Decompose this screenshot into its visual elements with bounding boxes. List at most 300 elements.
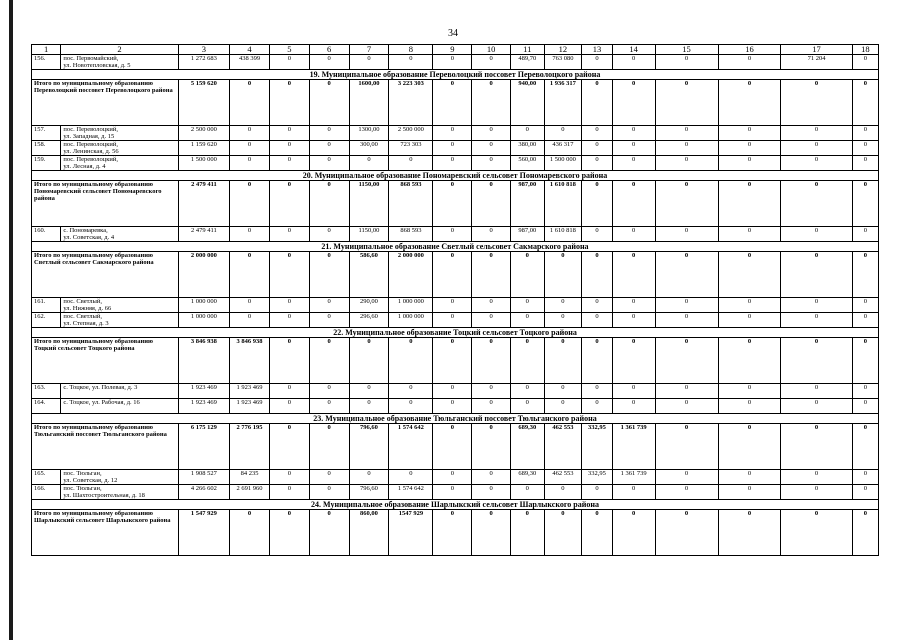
row-value: 0 [389, 399, 433, 414]
page-number: 34 [448, 28, 458, 39]
row-value: 0 [718, 227, 781, 242]
total-value: 0 [510, 338, 544, 384]
row-value: 0 [781, 399, 852, 414]
row-value: 1300,00 [349, 126, 389, 141]
row-value: 0 [612, 384, 655, 399]
total-row [32, 181, 879, 227]
row-value: 0 [544, 126, 582, 141]
row-value: 0 [582, 298, 612, 313]
total-label: Итого по муниципальному образованию Светлый сельсовет Сакмарского района [32, 252, 179, 298]
row-value: 1 000 000 [178, 313, 229, 328]
total-value: 0 [433, 252, 472, 298]
row-number: 165. [32, 470, 61, 485]
section-title: 24. Муниципальное образование Шарлыкский сельсовет Шарлыкского района [32, 500, 879, 510]
total-value: 0 [612, 510, 655, 556]
row-value: 380,00 [510, 141, 544, 156]
table-row [32, 313, 879, 328]
row-value: 0 [582, 384, 612, 399]
column-number-cell: 17 [781, 45, 852, 55]
total-value: 1150,00 [349, 181, 389, 227]
total-value: 2 000 000 [178, 252, 229, 298]
column-number-cell: 16 [718, 45, 781, 55]
total-value: 0 [269, 510, 309, 556]
row-value: 0 [510, 384, 544, 399]
total-value: 689,30 [510, 424, 544, 470]
address-line: ул. Советская, д. 4 [63, 234, 115, 241]
column-number-cell: 5 [269, 45, 309, 55]
row-value: 0 [389, 156, 433, 171]
row-value: 0 [433, 384, 472, 399]
row-value: 0 [612, 298, 655, 313]
total-row [32, 510, 879, 556]
row-value: 0 [433, 141, 472, 156]
total-value: 5 159 620 [178, 80, 229, 126]
table-row [32, 55, 879, 70]
row-value: 0 [230, 227, 270, 242]
column-number-cell: 4 [230, 45, 270, 55]
row-value: 0 [718, 399, 781, 414]
row-value: 0 [582, 141, 612, 156]
total-value: 0 [612, 338, 655, 384]
column-number-cell: 10 [472, 45, 511, 55]
row-value: 0 [781, 470, 852, 485]
section-header-row [32, 414, 879, 424]
row-value: 0 [309, 156, 349, 171]
row-value: 0 [349, 399, 389, 414]
row-value: 1150,00 [349, 227, 389, 242]
total-label: Итого по муниципальному образованию Тюльганский поссовет Тюльганского района [32, 424, 179, 470]
section-title: 21. Муниципальное образование Светлый сельсовет Сакмарского района [32, 242, 879, 252]
total-value: 0 [309, 252, 349, 298]
column-number-cell: 15 [655, 45, 718, 55]
total-value: 987,00 [510, 181, 544, 227]
section-title: 19. Муниципальное образование Переволоцкий поссовет Переволоцкого района [32, 70, 879, 80]
row-value: 1 610 818 [544, 227, 582, 242]
column-number-cell: 2 [61, 45, 178, 55]
total-value: 0 [472, 252, 511, 298]
row-value: 0 [433, 298, 472, 313]
address-line: пос. Переволоцкий, [63, 156, 118, 163]
total-value: 0 [781, 338, 852, 384]
row-value: 0 [612, 227, 655, 242]
column-number-cell: 13 [582, 45, 612, 55]
total-value: 0 [472, 338, 511, 384]
column-number-cell: 14 [612, 45, 655, 55]
row-value: 1 923 469 [178, 399, 229, 414]
row-value: 0 [612, 485, 655, 500]
address-line: ул. Новотепловская, д. 5 [63, 62, 131, 69]
total-value: 0 [582, 181, 612, 227]
row-value: 0 [309, 126, 349, 141]
address-cell [61, 141, 178, 156]
table-body [32, 45, 879, 556]
row-value: 0 [230, 313, 270, 328]
row-value: 0 [309, 384, 349, 399]
total-value: 0 [472, 181, 511, 227]
total-value: 6 175 129 [178, 424, 229, 470]
row-value: 0 [612, 55, 655, 70]
total-value: 1 574 642 [389, 424, 433, 470]
total-row [32, 252, 879, 298]
row-value: 1 574 642 [389, 485, 433, 500]
total-value: 1 936 317 [544, 80, 582, 126]
row-value: 0 [655, 470, 718, 485]
total-row [32, 424, 879, 470]
column-number-cell: 11 [510, 45, 544, 55]
row-value: 0 [433, 470, 472, 485]
row-value: 0 [852, 298, 878, 313]
row-value: 689,30 [510, 470, 544, 485]
row-value: 0 [718, 141, 781, 156]
table-row [32, 384, 879, 399]
row-number: 156. [32, 55, 61, 70]
total-value: 0 [269, 181, 309, 227]
row-value: 0 [510, 485, 544, 500]
row-value: 0 [582, 399, 612, 414]
row-value: 0 [269, 126, 309, 141]
total-value: 0 [718, 80, 781, 126]
row-value: 0 [781, 156, 852, 171]
row-value: 723 303 [389, 141, 433, 156]
row-value: 0 [472, 55, 511, 70]
row-value: 0 [309, 141, 349, 156]
row-value: 1 923 469 [178, 384, 229, 399]
total-value: 0 [655, 181, 718, 227]
total-value: 796,60 [349, 424, 389, 470]
total-value: 0 [781, 424, 852, 470]
total-value: 3 846 938 [178, 338, 229, 384]
row-value: 2 691 960 [230, 485, 270, 500]
row-value: 0 [472, 298, 511, 313]
row-value: 0 [309, 227, 349, 242]
table-row [32, 126, 879, 141]
total-value: 0 [718, 510, 781, 556]
total-value: 0 [309, 338, 349, 384]
row-value: 0 [612, 156, 655, 171]
total-value: 0 [389, 338, 433, 384]
total-value: 0 [852, 338, 878, 384]
total-value: 3 223 303 [389, 80, 433, 126]
row-value: 0 [269, 55, 309, 70]
section-header-row [32, 500, 879, 510]
row-value: 0 [230, 156, 270, 171]
total-value: 0 [544, 252, 582, 298]
row-value: 0 [852, 313, 878, 328]
row-value: 0 [655, 298, 718, 313]
table-row [32, 470, 879, 485]
address-line: с. Тоцкое, ул. Полевая, д. 3 [63, 384, 138, 391]
row-value: 0 [655, 126, 718, 141]
address-line: ул. Ленинская, д. 56 [63, 148, 119, 155]
total-value: 2 776 195 [230, 424, 270, 470]
total-row [32, 80, 879, 126]
total-value: 0 [582, 338, 612, 384]
total-value: 0 [852, 181, 878, 227]
total-value: 0 [544, 510, 582, 556]
section-header-row [32, 70, 879, 80]
row-value: 0 [269, 298, 309, 313]
row-value: 0 [309, 313, 349, 328]
section-header-row [32, 171, 879, 181]
row-value: 0 [655, 55, 718, 70]
total-value: 0 [655, 510, 718, 556]
row-value: 868 593 [389, 227, 433, 242]
row-value: 0 [269, 156, 309, 171]
row-value: 0 [309, 399, 349, 414]
address-line: ул. Нижняя, д. 66 [63, 305, 112, 312]
total-value: 0 [510, 510, 544, 556]
row-value: 796,60 [349, 485, 389, 500]
row-value: 0 [718, 470, 781, 485]
row-value: 0 [269, 141, 309, 156]
address-cell [61, 126, 178, 141]
row-value: 0 [655, 384, 718, 399]
row-value: 1 500 000 [544, 156, 582, 171]
row-value: 0 [269, 485, 309, 500]
total-value: 0 [781, 181, 852, 227]
row-value: 0 [781, 141, 852, 156]
row-value: 0 [582, 313, 612, 328]
address-cell [61, 399, 178, 414]
row-value: 0 [433, 313, 472, 328]
row-value: 0 [269, 470, 309, 485]
row-value: 0 [472, 485, 511, 500]
total-value: 0 [309, 510, 349, 556]
row-value: 71 204 [781, 55, 852, 70]
total-value: 0 [582, 252, 612, 298]
column-number-cell: 8 [389, 45, 433, 55]
total-value: 3 846 938 [230, 338, 270, 384]
row-value: 0 [852, 156, 878, 171]
address-line: ул. Степная, д. 3 [63, 320, 109, 327]
address-cell [61, 485, 178, 500]
row-value: 0 [655, 156, 718, 171]
total-value: 0 [544, 338, 582, 384]
total-value: 860,00 [349, 510, 389, 556]
total-value: 0 [655, 338, 718, 384]
row-value: 0 [582, 126, 612, 141]
total-value: 0 [612, 181, 655, 227]
row-value: 0 [655, 399, 718, 414]
row-value: 0 [718, 298, 781, 313]
row-value: 0 [544, 399, 582, 414]
row-value: 0 [718, 485, 781, 500]
row-value: 0 [582, 156, 612, 171]
section-header-row [32, 328, 879, 338]
total-value: 0 [472, 424, 511, 470]
table-row [32, 399, 879, 414]
row-value: 2 500 000 [389, 126, 433, 141]
total-value: 940,00 [510, 80, 544, 126]
total-value: 0 [433, 424, 472, 470]
row-value: 436 317 [544, 141, 582, 156]
row-value: 1 500 000 [178, 156, 229, 171]
total-row [32, 338, 879, 384]
row-value: 0 [433, 55, 472, 70]
total-label: Итого по муниципальному образованию Пономаревский сельсовет Пономаревского района [32, 181, 179, 227]
address-line: ул. Советская, д. 12 [63, 477, 118, 484]
row-value: 0 [582, 227, 612, 242]
row-value: 0 [433, 399, 472, 414]
total-value: 0 [269, 338, 309, 384]
total-value: 0 [655, 252, 718, 298]
total-value: 0 [781, 510, 852, 556]
row-value: 84 235 [230, 470, 270, 485]
total-value: 1 361 739 [612, 424, 655, 470]
row-value: 0 [309, 55, 349, 70]
column-number-cell: 7 [349, 45, 389, 55]
total-value: 2 000 000 [389, 252, 433, 298]
row-number: 159. [32, 156, 61, 171]
section-title: 20. Муниципальное образование Пономаревский сельсовет Пономаревского района [32, 171, 879, 181]
row-value: 0 [852, 126, 878, 141]
row-value: 0 [718, 156, 781, 171]
total-value: 0 [852, 252, 878, 298]
address-cell [61, 156, 178, 171]
row-value: 0 [612, 399, 655, 414]
total-value: 1547 929 [389, 510, 433, 556]
row-value: 0 [852, 227, 878, 242]
table-row [32, 227, 879, 242]
register-table [31, 44, 879, 556]
total-value: 0 [433, 338, 472, 384]
row-value: 0 [544, 298, 582, 313]
total-label: Итого по муниципальному образованию Шарлыкский сельсовет Шарлыкского района [32, 510, 179, 556]
row-value: 290,00 [349, 298, 389, 313]
row-value: 0 [718, 384, 781, 399]
row-value: 0 [852, 470, 878, 485]
address-line: пос. Переволоцкий, [63, 141, 118, 148]
row-value: 0 [349, 384, 389, 399]
total-value: 0 [781, 252, 852, 298]
row-value: 0 [433, 126, 472, 141]
total-value: 0 [612, 252, 655, 298]
column-number-cell: 12 [544, 45, 582, 55]
row-value: 0 [269, 399, 309, 414]
address-line: с. Пономаревка, [63, 227, 108, 234]
total-value: 0 [718, 252, 781, 298]
row-value: 0 [582, 485, 612, 500]
row-value: 0 [433, 156, 472, 171]
column-number-row [32, 45, 879, 55]
row-value: 0 [389, 470, 433, 485]
total-value: 0 [510, 252, 544, 298]
row-value: 1 159 620 [178, 141, 229, 156]
address-cell [61, 55, 178, 70]
address-line: пос. Тюльган, [63, 470, 102, 477]
total-value: 0 [718, 424, 781, 470]
row-value: 0 [230, 126, 270, 141]
total-label: Итого по муниципальному образованию Тоцкий сельсовет Тоцкого района [32, 338, 179, 384]
section-title: 22. Муниципальное образование Тоцкий сельсовет Тоцкого района [32, 328, 879, 338]
row-value: 1 923 469 [230, 399, 270, 414]
column-number-cell: 6 [309, 45, 349, 55]
row-value: 2 479 411 [178, 227, 229, 242]
row-value: 0 [472, 470, 511, 485]
row-value: 0 [852, 485, 878, 500]
row-value: 1 923 469 [230, 384, 270, 399]
total-value: 1 610 818 [544, 181, 582, 227]
row-value: 0 [269, 313, 309, 328]
total-value: 0 [309, 424, 349, 470]
row-value: 763 080 [544, 55, 582, 70]
address-line: пос. Светлый, [63, 298, 103, 305]
address-line: ул. Лесная, д. 4 [63, 163, 106, 170]
address-line: с. Тоцкое, ул. Рабочая, д. 16 [63, 399, 140, 406]
row-value: 0 [852, 141, 878, 156]
row-value: 0 [781, 313, 852, 328]
section-header-row [32, 242, 879, 252]
total-label: Итого по муниципальному образованию Переволоцкий поссовет Переволоцкого района [32, 80, 179, 126]
row-value: 0 [544, 313, 582, 328]
row-value: 0 [472, 399, 511, 414]
row-value: 438 399 [230, 55, 270, 70]
row-value: 0 [718, 126, 781, 141]
row-value: 0 [269, 227, 309, 242]
row-value: 0 [510, 126, 544, 141]
total-value: 0 [781, 80, 852, 126]
row-number: 160. [32, 227, 61, 242]
total-value: 0 [472, 510, 511, 556]
table-row [32, 298, 879, 313]
row-value: 296,60 [349, 313, 389, 328]
total-value: 0 [269, 80, 309, 126]
row-number: 157. [32, 126, 61, 141]
total-value: 0 [433, 80, 472, 126]
row-value: 0 [655, 141, 718, 156]
row-value: 0 [781, 227, 852, 242]
total-value: 0 [655, 424, 718, 470]
row-value: 4 266 602 [178, 485, 229, 500]
row-value: 0 [852, 55, 878, 70]
row-value: 1 908 527 [178, 470, 229, 485]
total-value: 0 [433, 181, 472, 227]
row-value: 987,00 [510, 227, 544, 242]
total-value: 0 [612, 80, 655, 126]
row-value: 1 361 739 [612, 470, 655, 485]
row-value: 0 [389, 384, 433, 399]
row-value: 0 [612, 313, 655, 328]
row-value: 0 [655, 313, 718, 328]
row-value: 0 [349, 470, 389, 485]
total-value: 0 [269, 252, 309, 298]
total-value: 2 479 411 [178, 181, 229, 227]
address-cell [61, 227, 178, 242]
row-value: 560,00 [510, 156, 544, 171]
row-value: 0 [349, 156, 389, 171]
total-value: 0 [582, 80, 612, 126]
row-number: 164. [32, 399, 61, 414]
row-value: 0 [655, 227, 718, 242]
row-value: 0 [433, 485, 472, 500]
row-value: 0 [472, 126, 511, 141]
row-value: 0 [544, 384, 582, 399]
row-value: 0 [582, 55, 612, 70]
row-value: 0 [472, 156, 511, 171]
total-value: 0 [655, 80, 718, 126]
total-value: 0 [472, 80, 511, 126]
row-value: 0 [472, 384, 511, 399]
row-value: 0 [309, 298, 349, 313]
row-value: 0 [852, 399, 878, 414]
address-line: пос. Первомайский, [63, 55, 119, 62]
row-number: 162. [32, 313, 61, 328]
row-value: 0 [349, 55, 389, 70]
row-number: 166. [32, 485, 61, 500]
row-value: 0 [389, 55, 433, 70]
column-number-cell: 1 [32, 45, 61, 55]
total-value: 1600,00 [349, 80, 389, 126]
